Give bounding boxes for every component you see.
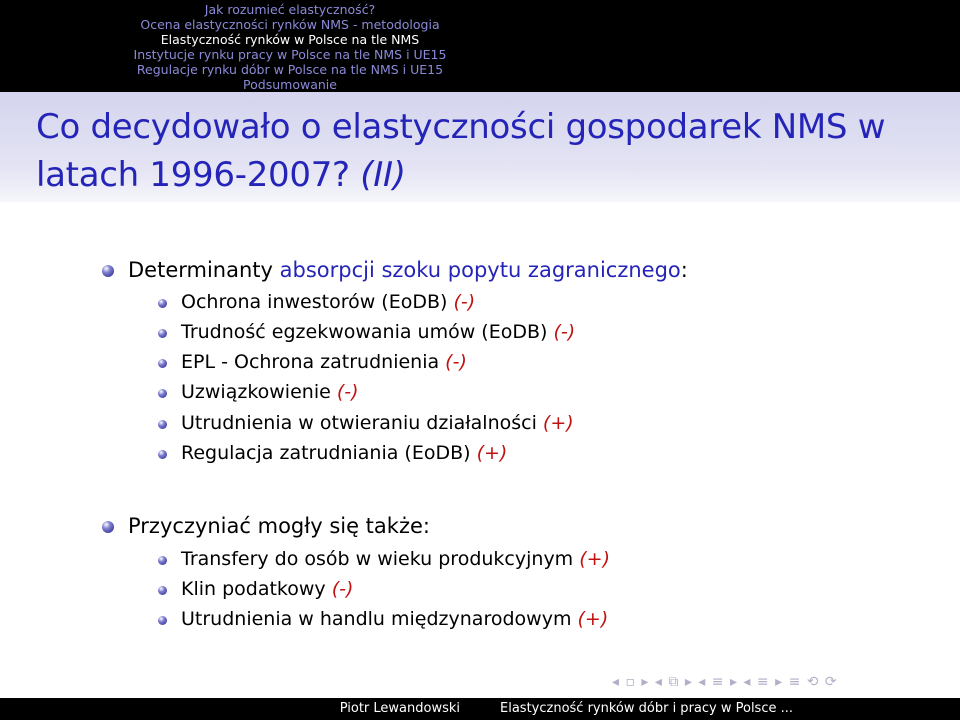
slide-title xyxy=(36,103,936,199)
section1-lead-accent: absorpcji szoku popytu zagranicznego xyxy=(279,258,681,282)
nav-item-elastycznosc-rynkow[interactable]: Elastyczność rynków w Polsce na tle NMS xyxy=(160,32,420,47)
list-item: Regulacja zatrudniania (EoDB) (+) xyxy=(181,442,508,464)
bullet-ball-icon xyxy=(102,265,114,277)
list-item: Klin podatkowy (-) xyxy=(181,578,354,600)
nav-item-ocena-metodologia[interactable]: Ocena elastyczności rynków NMS - metodologia xyxy=(140,17,440,32)
sub-bullet-ball-icon xyxy=(158,556,167,565)
beamer-navigation-symbols-icon[interactable]: ◂ ▫ ▸ ◂ ⧉ ▸ ◂ ≡ ▸ ◂ ≡ ▸ ≡ ⟲ ⟳ xyxy=(612,674,838,690)
list-item: Utrudnienia w handlu międzynarodowym (+) xyxy=(181,608,609,630)
bullet-ball-icon xyxy=(102,521,114,533)
sub-bullet-ball-icon xyxy=(158,329,167,338)
list-item: Utrudnienia w otwieraniu działalności (+) xyxy=(181,412,574,434)
sub-bullet-ball-icon xyxy=(158,299,167,308)
list-item: Transfery do osób w wieku produkcyjnym (+) xyxy=(181,548,610,570)
nav-item-jak-rozumiec[interactable]: Jak rozumieć elastyczność? xyxy=(204,2,376,17)
slide-title-suffix: (II) xyxy=(360,155,406,195)
footer-author: Piotr Lewandowski xyxy=(339,701,460,716)
section-navigation xyxy=(0,0,960,92)
sub-bullet-ball-icon xyxy=(158,359,167,368)
footer-short-title: Elastyczność rynków dóbr i pracy w Polsce ... xyxy=(500,701,794,716)
section1-lead-text: Determinanty xyxy=(128,258,280,282)
section1-lead xyxy=(128,258,688,282)
list-item: Trudność egzekwowania umów (EoDB) (-) xyxy=(181,321,576,343)
list-item: EPL - Ochrona zatrudnienia (-) xyxy=(181,351,467,373)
section2-lead: Przyczyniać mogły się także: xyxy=(128,514,430,538)
sub-bullet-ball-icon xyxy=(158,389,167,398)
nav-item-podsumowanie[interactable]: Podsumowanie xyxy=(243,77,337,92)
sub-bullet-ball-icon xyxy=(158,450,167,459)
sub-bullet-ball-icon xyxy=(158,586,167,595)
sub-bullet-ball-icon xyxy=(158,616,167,625)
nav-item-instytucje-rynku-pracy[interactable]: Instytucje rynku pracy w Polsce na tle NMS i UE15 xyxy=(133,47,447,62)
slide-title-main: Co decydowało o elastyczności gospodarek NMS w latach 1996-2007? xyxy=(36,107,886,195)
nav-item-regulacje-rynku-dobr[interactable]: Regulacje rynku dóbr w Polsce na tle NMS i UE15 xyxy=(136,62,444,77)
list-item: Uzwiązkowienie (-) xyxy=(181,381,359,403)
list-item: Ochrona inwestorów (EoDB) (-) xyxy=(181,291,476,313)
sub-bullet-ball-icon xyxy=(158,420,167,429)
footer xyxy=(0,698,960,720)
section1-lead-colon: : xyxy=(680,258,688,282)
